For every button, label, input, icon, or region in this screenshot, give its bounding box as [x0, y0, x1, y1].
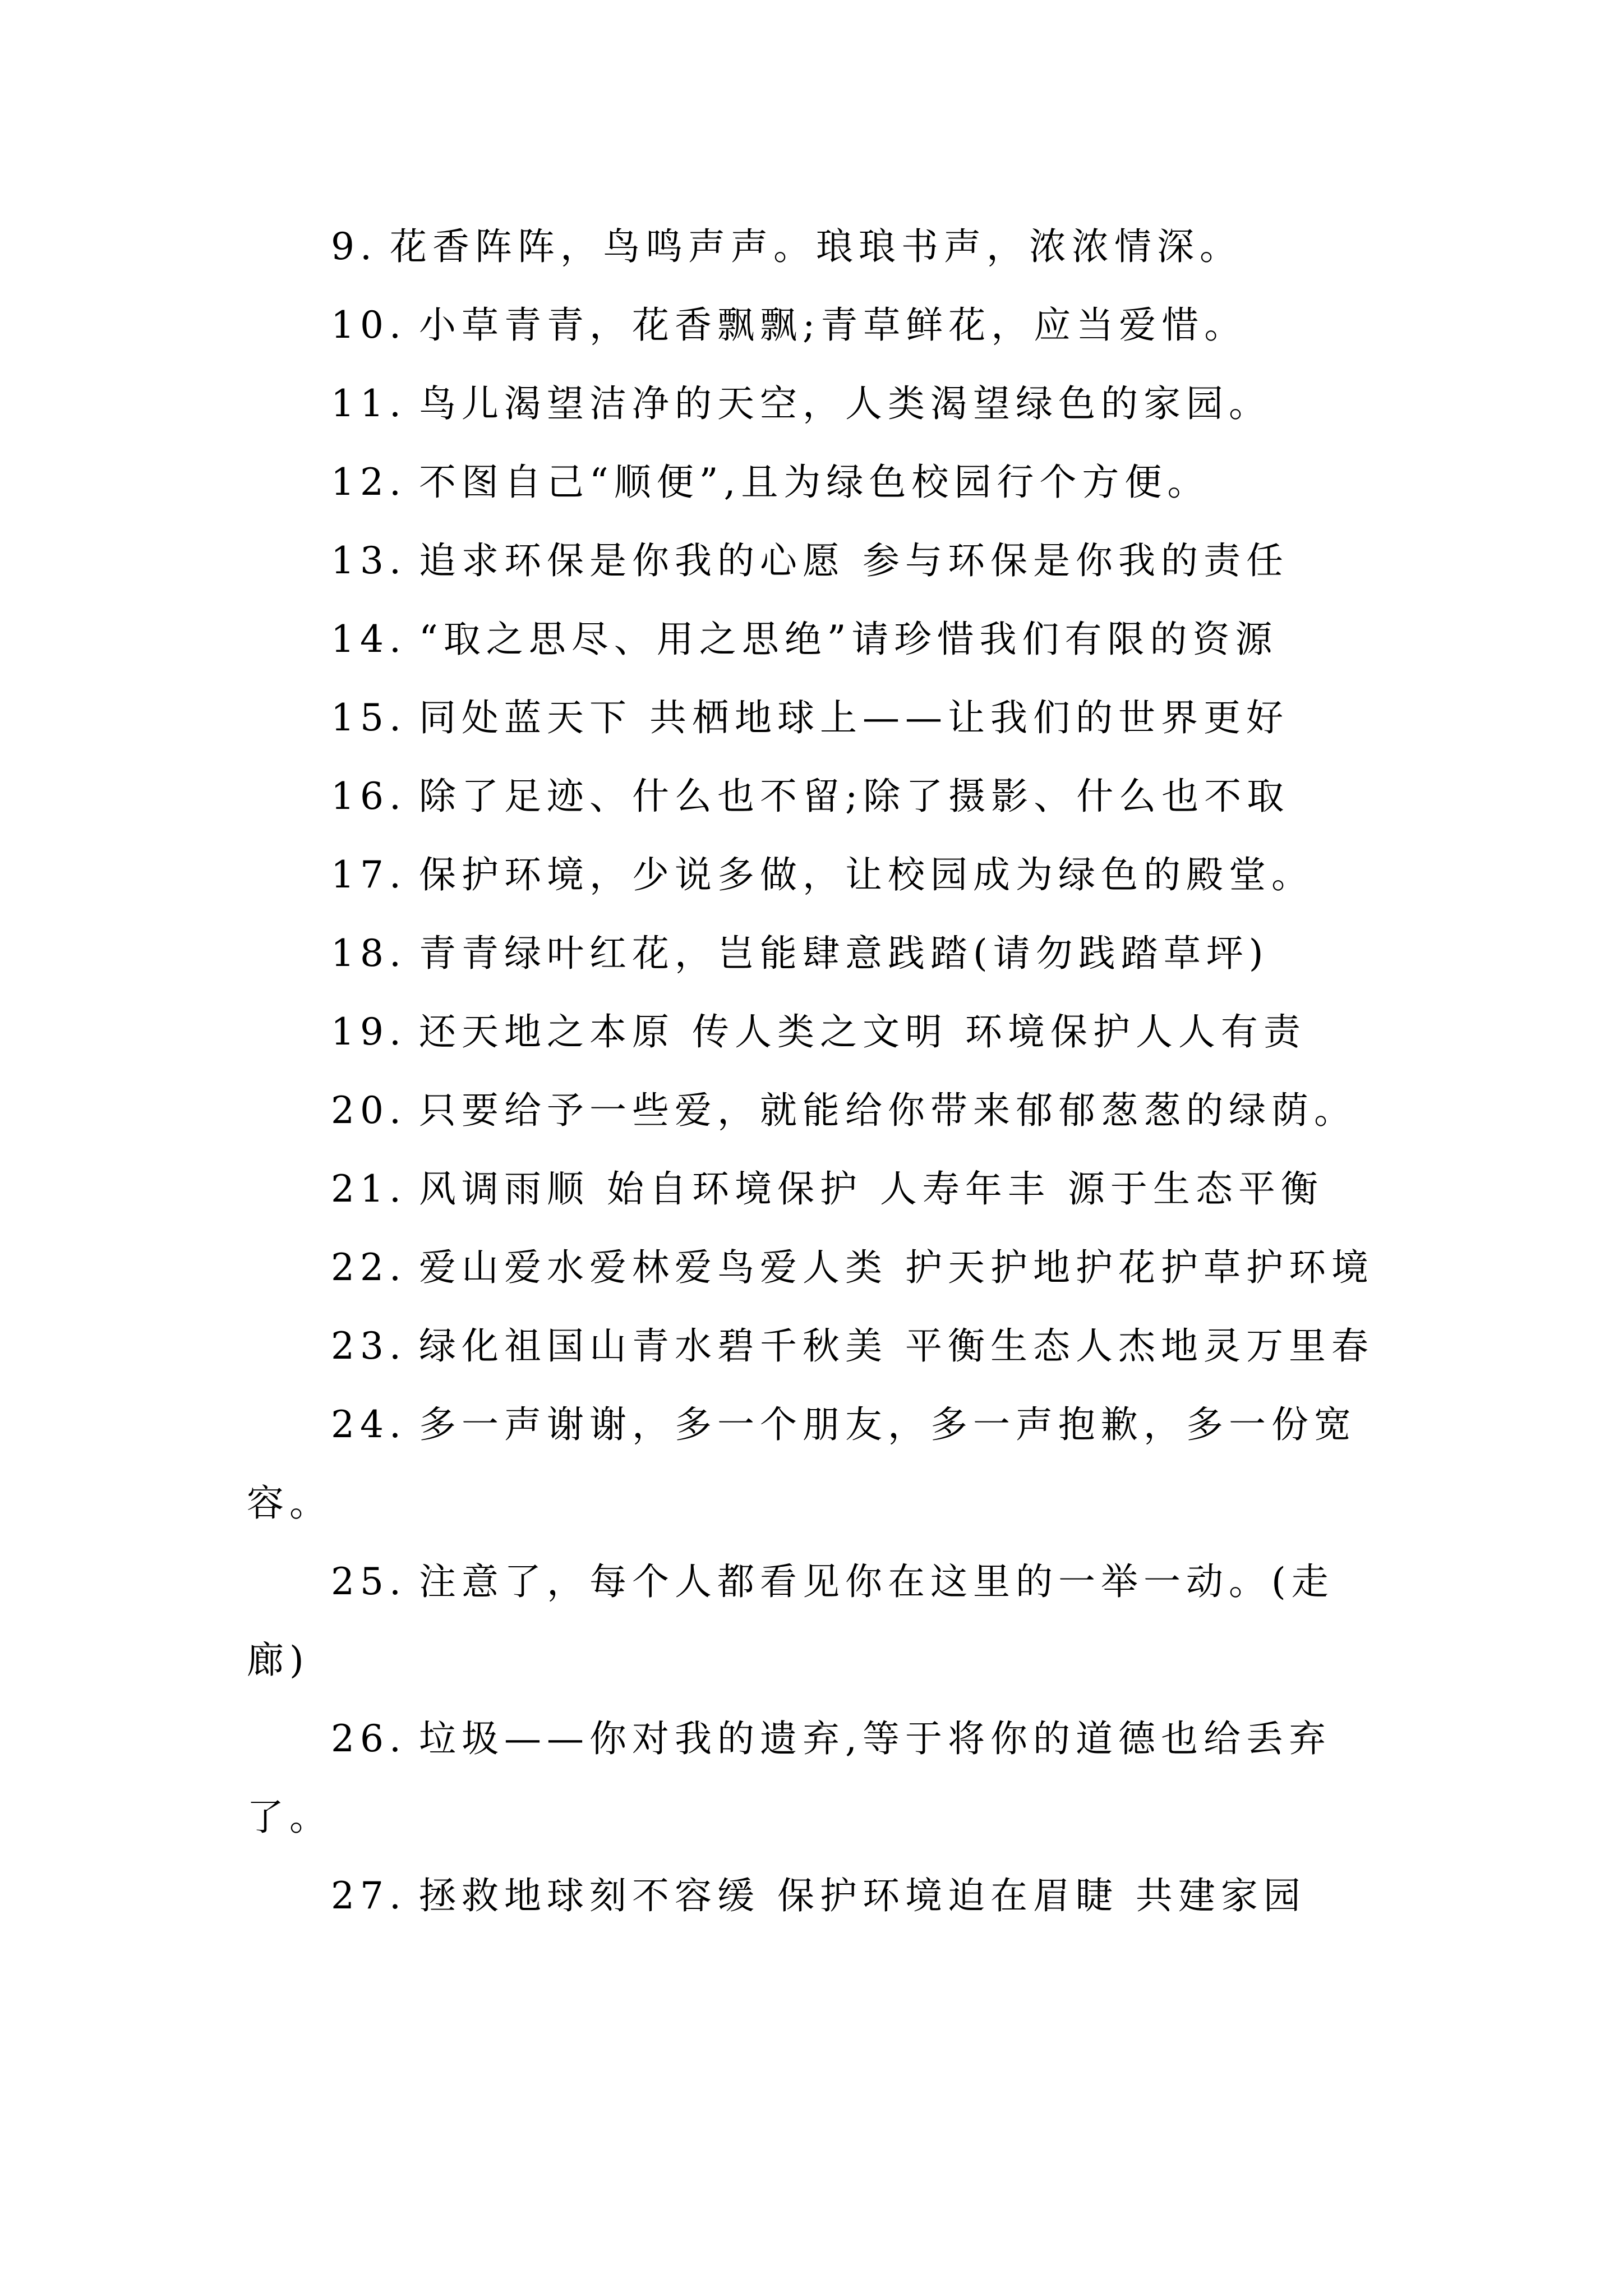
- slogan-item: [247, 522, 1380, 600]
- slogan-number: 17.: [331, 853, 407, 896]
- slogan-number: 20.: [331, 1089, 407, 1132]
- slogan-item: [247, 1307, 1380, 1386]
- slogan-text: “取之思尽、用之思绝”请珍惜我们有限的资源: [418, 618, 1278, 661]
- slogan-item: [247, 443, 1380, 522]
- slogan-item: [247, 1150, 1380, 1228]
- slogan-text: 注意了，每个人都看见你在这里的一举一动。(走廊): [247, 1560, 1334, 1682]
- slogan-item: [247, 1700, 1380, 1857]
- slogan-number: 25.: [331, 1560, 407, 1603]
- slogan-number: 26.: [331, 1717, 407, 1760]
- slogan-number: 14.: [331, 618, 407, 661]
- slogan-text: 只要给予一些爱，就能给你带来郁郁葱葱的绿荫。: [418, 1089, 1357, 1132]
- slogan-number: 23.: [331, 1324, 407, 1368]
- slogan-number: 22.: [331, 1246, 407, 1289]
- slogan-text: 保护环境，少说多做，让校园成为绿色的殿堂。: [418, 853, 1314, 896]
- slogan-text: 花香阵阵，鸟鸣声声。琅琅书声，浓浓情深。: [389, 225, 1242, 268]
- slogan-number: 11.: [331, 382, 407, 425]
- slogan-item: [247, 286, 1380, 365]
- slogan-text: 不图自己“顺便”,且为绿色校园行个方便。: [418, 461, 1210, 504]
- slogan-item: [247, 365, 1380, 443]
- slogan-number: 10.: [331, 303, 407, 347]
- slogan-item: [247, 914, 1380, 993]
- slogan-number: 9.: [331, 225, 377, 268]
- slogan-text: 青青绿叶红花，岂能肆意践踏(请勿践踏草坪): [418, 932, 1269, 975]
- slogan-item: [247, 1228, 1380, 1307]
- slogan-number: 18.: [331, 932, 407, 975]
- slogan-item: [247, 679, 1380, 757]
- slogan-item: [247, 1543, 1380, 1700]
- slogan-text: 还天地之本原 传人类之文明 环境保护人人有责: [418, 1010, 1306, 1053]
- slogan-text: 鸟儿渴望洁净的天空，人类渴望绿色的家园。: [418, 382, 1271, 425]
- slogan-list: [247, 208, 1380, 1935]
- slogan-number: 21.: [331, 1167, 407, 1211]
- slogan-item: [247, 836, 1380, 914]
- slogan-text: 爱山爱水爱林爱鸟爱人类 护天护地护花护草护环境: [418, 1246, 1374, 1289]
- slogan-item: [247, 1386, 1380, 1543]
- slogan-number: 15.: [331, 696, 407, 739]
- slogan-item: [247, 1857, 1380, 1935]
- slogan-text: 除了足迹、什么也不留;除了摄影、什么也不取: [418, 775, 1290, 818]
- slogan-number: 24.: [331, 1403, 407, 1446]
- slogan-text: 垃圾——你对我的遗弃,等于将你的道德也给丢弃了。: [247, 1717, 1331, 1839]
- slogan-number: 27.: [331, 1874, 407, 1917]
- slogan-item: [247, 600, 1380, 679]
- slogan-item: [247, 208, 1380, 286]
- slogan-number: 12.: [331, 461, 407, 504]
- slogan-text: 拯救地球刻不容缓 保护环境迫在眉睫 共建家园: [418, 1874, 1306, 1917]
- slogan-text: 小草青青，花香飘飘;青草鲜花，应当爱惜。: [418, 303, 1247, 347]
- slogan-text: 同处蓝天下 共栖地球上——让我们的世界更好: [418, 696, 1289, 739]
- slogan-item: [247, 993, 1380, 1071]
- slogan-number: 16.: [331, 775, 407, 818]
- slogan-item: [247, 1071, 1380, 1150]
- slogan-number: 13.: [331, 539, 407, 582]
- slogan-text: 追求环保是你我的心愿 参与环保是你我的责任: [418, 539, 1289, 582]
- slogan-text: 风调雨顺 始自环境保护 人寿年丰 源于生态平衡: [418, 1167, 1324, 1211]
- slogan-text: 绿化祖国山青水碧千秋美 平衡生态人杰地灵万里春: [418, 1324, 1374, 1368]
- slogan-text: 多一声谢谢，多一个朋友，多一声抱歉，多一份宽容。: [247, 1403, 1357, 1525]
- slogan-item: [247, 757, 1380, 836]
- slogan-number: 19.: [331, 1010, 407, 1053]
